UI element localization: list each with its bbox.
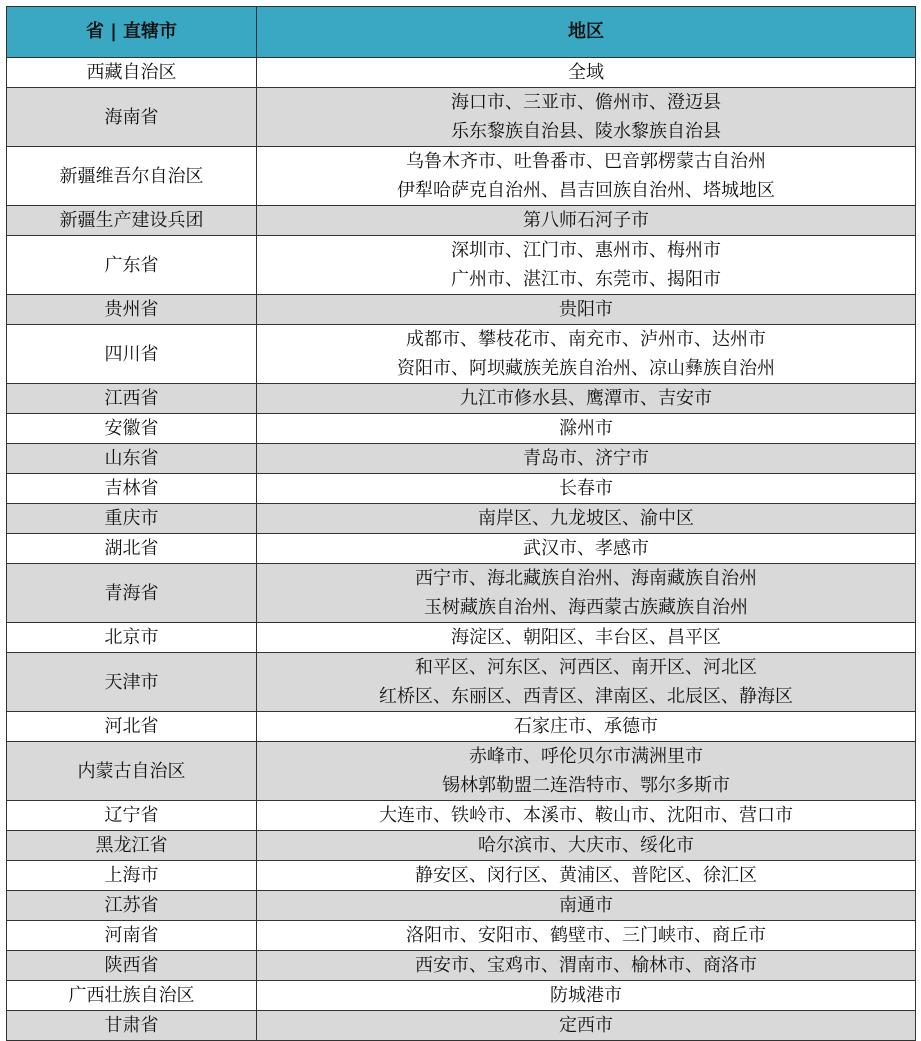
region-line: 定西市	[559, 1015, 613, 1036]
province-cell: 甘肃省	[7, 1011, 257, 1041]
province-cell: 广西壮族自治区	[7, 981, 257, 1011]
table-row	[7, 801, 916, 831]
region-cell	[257, 742, 916, 801]
region-line: 锡林郭勒盟二连浩特市、鄂尔多斯市	[442, 775, 730, 796]
province-cell: 新疆生产建设兵团	[7, 206, 257, 236]
region-table	[6, 6, 916, 1041]
region-line: 和平区、河东区、河西区、南开区、河北区	[415, 657, 757, 678]
region-cell	[257, 951, 916, 981]
table-row	[7, 1011, 916, 1041]
province-cell: 辽宁省	[7, 801, 257, 831]
table-row	[7, 712, 916, 742]
table-row	[7, 921, 916, 951]
region-cell	[257, 653, 916, 712]
region-cell	[257, 534, 916, 564]
region-line: 西宁市、海北藏族自治州、海南藏族自治州	[415, 568, 757, 589]
province-cell: 海南省	[7, 88, 257, 147]
region-line: 洛阳市、安阳市、鹤壁市、三门峡市、商丘市	[406, 925, 766, 946]
province-cell: 北京市	[7, 623, 257, 653]
region-cell	[257, 831, 916, 861]
province-cell: 吉林省	[7, 474, 257, 504]
region-line: 海淀区、朝阳区、丰台区、昌平区	[451, 627, 721, 648]
table-row	[7, 444, 916, 474]
province-cell: 江苏省	[7, 891, 257, 921]
province-cell: 新疆维吾尔自治区	[7, 147, 257, 206]
table-row	[7, 414, 916, 444]
region-line: 深圳市、江门市、惠州市、梅州市	[451, 240, 721, 261]
province-cell: 河北省	[7, 712, 257, 742]
table-row	[7, 951, 916, 981]
table-body	[7, 58, 916, 1041]
table-row	[7, 861, 916, 891]
region-cell	[257, 147, 916, 206]
region-cell	[257, 861, 916, 891]
region-line: 大连市、铁岭市、本溪市、鞍山市、沈阳市、营口市	[379, 805, 793, 826]
region-line: 乐东黎族自治县、陵水黎族自治县	[451, 121, 721, 142]
region-cell	[257, 801, 916, 831]
table-row	[7, 653, 916, 712]
province-cell: 西藏自治区	[7, 58, 257, 88]
table-row	[7, 325, 916, 384]
region-cell	[257, 623, 916, 653]
region-line: 第八师石河子市	[523, 210, 649, 231]
region-cell	[257, 712, 916, 742]
table-row	[7, 564, 916, 623]
region-line: 武汉市、孝感市	[523, 538, 649, 559]
province-cell: 广东省	[7, 236, 257, 295]
region-line: 成都市、攀枝花市、南充市、泸州市、达州市	[406, 329, 766, 350]
province-cell: 安徽省	[7, 414, 257, 444]
table-row	[7, 981, 916, 1011]
table-row	[7, 236, 916, 295]
region-line: 红桥区、东丽区、西青区、津南区、北辰区、静海区	[379, 686, 793, 707]
region-cell	[257, 206, 916, 236]
region-cell	[257, 384, 916, 414]
province-cell: 四川省	[7, 325, 257, 384]
region-line: 玉树藏族自治州、海西蒙古族藏族自治州	[424, 597, 748, 618]
region-line: 资阳市、阿坝藏族羌族自治州、凉山彝族自治州	[397, 358, 775, 379]
region-cell	[257, 236, 916, 295]
table-row	[7, 831, 916, 861]
region-cell	[257, 921, 916, 951]
region-cell	[257, 474, 916, 504]
province-cell: 黑龙江省	[7, 831, 257, 861]
table-row	[7, 206, 916, 236]
table-header-row	[7, 7, 916, 58]
table-row	[7, 147, 916, 206]
province-column-header: 省 | 直辖市	[7, 7, 257, 58]
region-cell	[257, 444, 916, 474]
region-line: 滁州市	[559, 418, 613, 439]
region-cell	[257, 88, 916, 147]
table-row	[7, 623, 916, 653]
region-cell	[257, 504, 916, 534]
region-line: 静安区、闵行区、黄浦区、普陀区、徐汇区	[415, 865, 757, 886]
table-row	[7, 58, 916, 88]
region-line: 哈尔滨市、大庆市、绥化市	[478, 835, 694, 856]
region-line: 乌鲁木齐市、吐鲁番市、巴音郭楞蒙古自治州	[406, 151, 766, 172]
region-cell	[257, 325, 916, 384]
province-cell: 重庆市	[7, 504, 257, 534]
region-line: 伊犁哈萨克自治州、昌吉回族自治州、塔城地区	[397, 180, 775, 201]
region-line: 贵阳市	[559, 299, 613, 320]
region-line: 赤峰市、呼伦贝尔市满洲里市	[469, 746, 703, 767]
region-line: 西安市、宝鸡市、渭南市、榆林市、商洛市	[415, 955, 757, 976]
table-row	[7, 742, 916, 801]
province-cell: 湖北省	[7, 534, 257, 564]
region-line: 全域	[568, 62, 604, 83]
region-line: 九江市修水县、鹰潭市、吉安市	[460, 388, 712, 409]
region-cell	[257, 1011, 916, 1041]
region-line: 青岛市、济宁市	[523, 448, 649, 469]
province-cell: 青海省	[7, 564, 257, 623]
province-cell: 陕西省	[7, 951, 257, 981]
region-line: 南通市	[559, 895, 613, 916]
region-line: 长春市	[559, 478, 613, 499]
region-line: 防城港市	[550, 985, 622, 1006]
region-line: 海口市、三亚市、儋州市、澄迈县	[451, 92, 721, 113]
region-column-header: 地区	[257, 7, 916, 58]
table-row	[7, 891, 916, 921]
table-row	[7, 534, 916, 564]
region-cell	[257, 564, 916, 623]
region-cell	[257, 414, 916, 444]
province-cell: 内蒙古自治区	[7, 742, 257, 801]
region-line: 南岸区、九龙坡区、渝中区	[478, 508, 694, 529]
province-cell: 贵州省	[7, 295, 257, 325]
region-line: 石家庄市、承德市	[514, 716, 658, 737]
province-cell: 山东省	[7, 444, 257, 474]
table-row	[7, 88, 916, 147]
table-row	[7, 384, 916, 414]
region-cell	[257, 891, 916, 921]
table-row	[7, 295, 916, 325]
region-cell	[257, 981, 916, 1011]
province-cell: 上海市	[7, 861, 257, 891]
region-cell	[257, 295, 916, 325]
region-cell	[257, 58, 916, 88]
table-row	[7, 474, 916, 504]
table-row	[7, 504, 916, 534]
province-cell: 天津市	[7, 653, 257, 712]
province-cell: 江西省	[7, 384, 257, 414]
province-cell: 河南省	[7, 921, 257, 951]
region-line: 广州市、湛江市、东莞市、揭阳市	[451, 269, 721, 290]
